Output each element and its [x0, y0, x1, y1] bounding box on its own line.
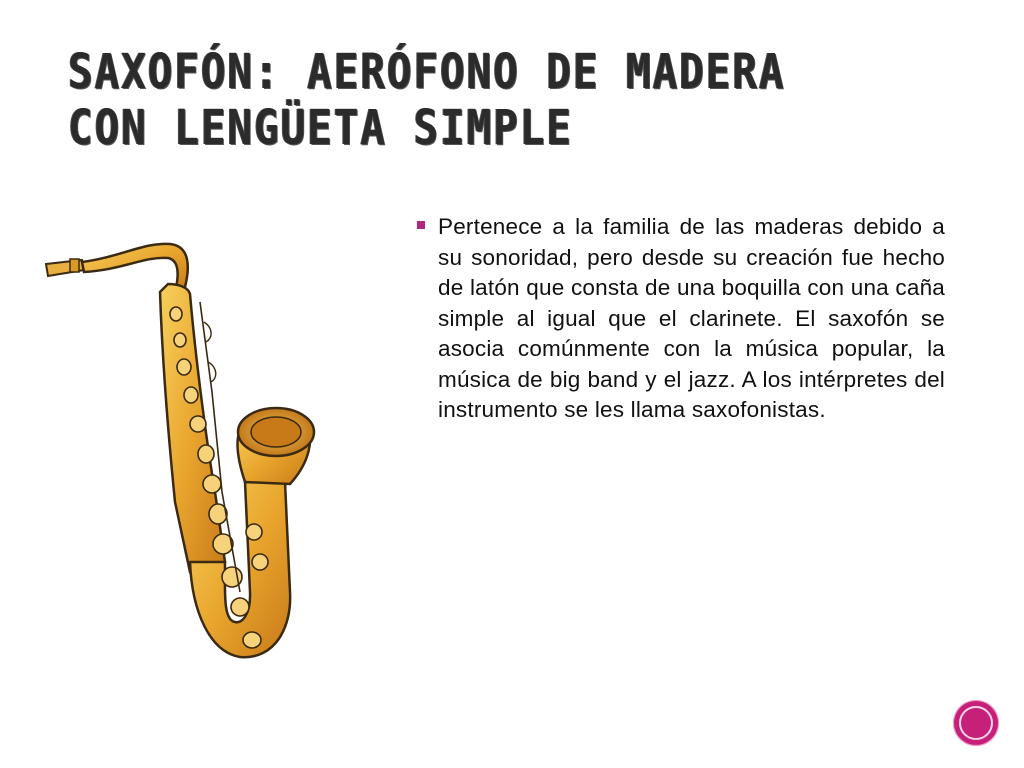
- bullet-square-icon: [417, 221, 425, 229]
- circle-ring-icon: [959, 706, 993, 740]
- next-slide-button[interactable]: [953, 700, 999, 746]
- bullet-list: [417, 212, 945, 426]
- slide-title: SAXOFÓN: AERÓFONO DE MADERA CON LENGÜETA SIMPLE: [68, 44, 786, 156]
- list-item: [417, 212, 945, 426]
- saxophone-icon: [40, 232, 330, 682]
- bullet-text: Pertenece a la familia de las maderas debido a su sonoridad, pero desde su creación fue hecho de latón que consta de una boquilla con una caña simple al igual que el clarinete. El saxofón se asocia comúnmente con la música popular, la música de big band y el jazz. A los intérpretes del instrumento se les llama saxofonistas.: [438, 214, 945, 422]
